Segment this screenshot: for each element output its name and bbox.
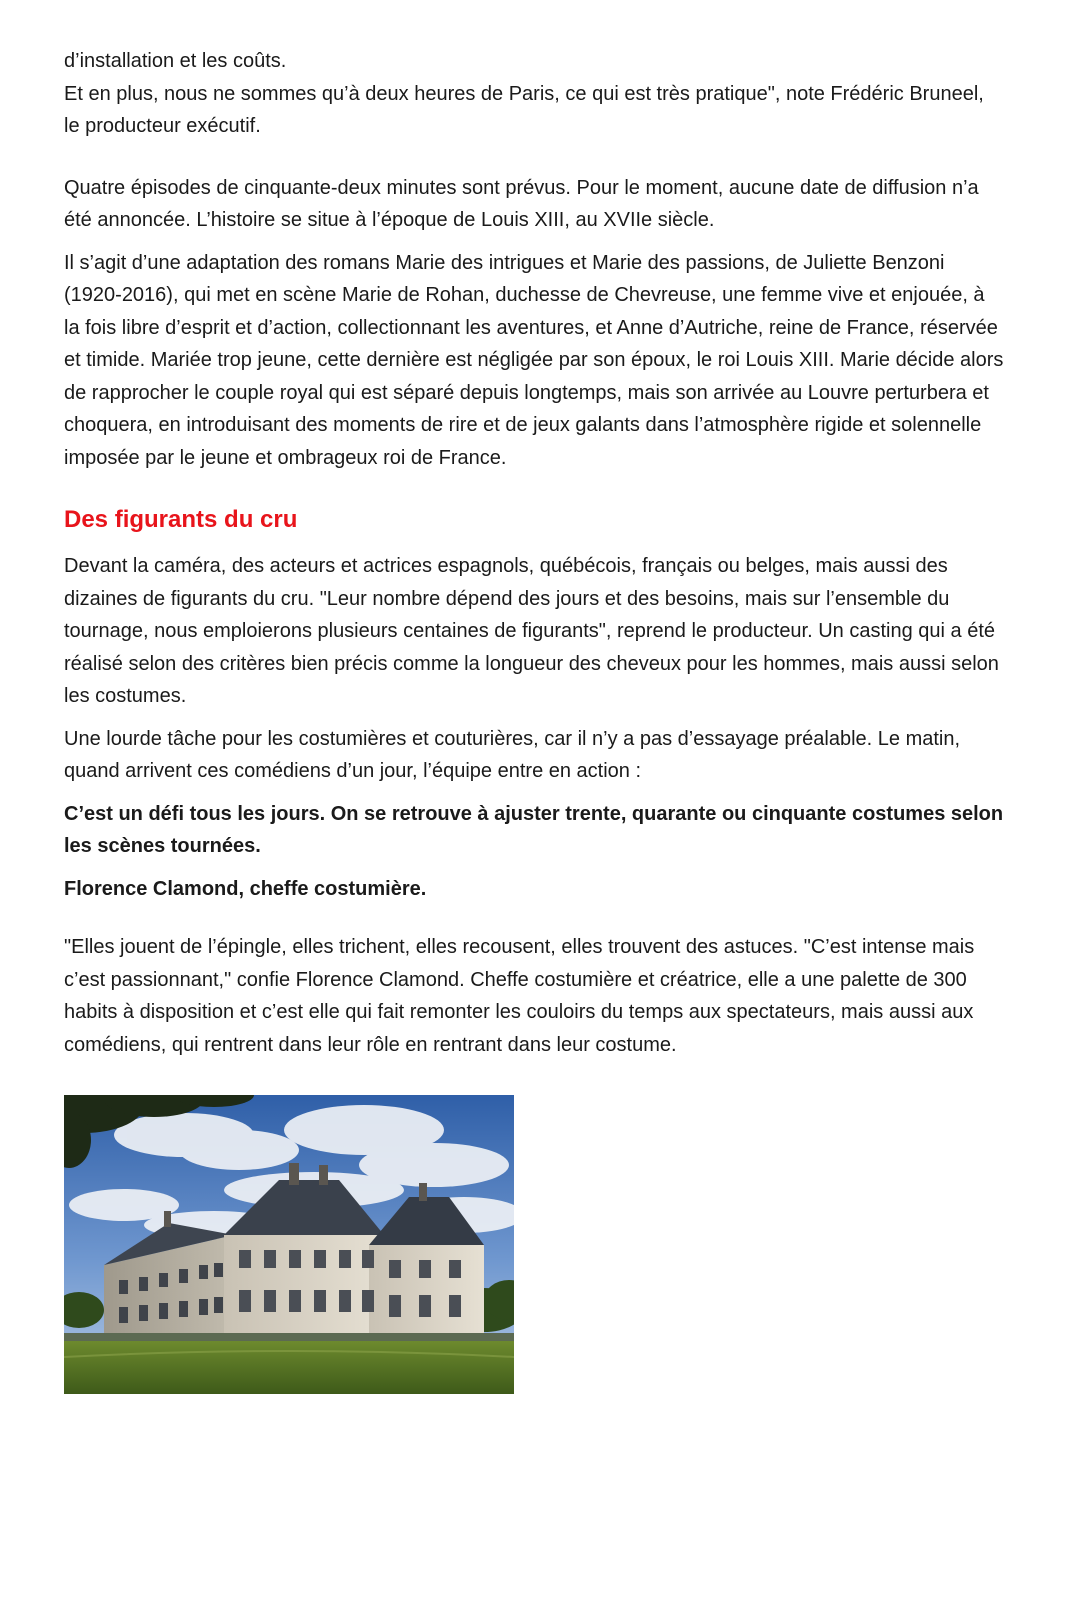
paragraph-episodes: Quatre épisodes de cinquante-deux minutes sont prévus. Pour le moment, aucune date de diffusion n’a été annoncée. L’histoire se situe à l’époque de Louis XIII, au XVIIe siècle. (64, 176, 979, 231)
chateau-photo (64, 1095, 514, 1394)
paragraph-intro-2: Et en plus, nous ne sommes qu’à deux heures de Paris, ce qui est très pratique", note Frédéric Bruneel, le producteur exécutif. (64, 82, 984, 137)
paragraph-adaptation: Il s’agit d’une adaptation des romans Marie des intrigues et Marie des passions, de Juliette Benzoni (1920-2016), qui met en scène Marie de Rohan, duchesse de Chevreuse, une femme vive et enjouée, à la fois libre d’esprit et d’action, collectionnant les aventures, et Anne d’Autriche, reine de France, réservée et timide. Mariée trop jeune, cette dernière est négligée par son époux, le roi Louis XIII. Marie décide alors de rapprocher le couple royal qui est séparé depuis longtemps, mais son arrivée au Louvre perturbera et choquera, en introduisant des moments de rire et de jeux galants dans l’atmosphère rigide et solennelle imposée par le jeune et ombrageux roi de France. (64, 251, 1004, 469)
quote-author: Florence Clamond, cheffe costumière. (64, 877, 427, 900)
paragraph-epingle: "Elles jouent de l’épingle, elles trichent, elles recousent, elles trouvent des astuces. "C’est intense mais c’est passionnant," confie Florence Clamond. Cheffe costumière et créatrice, elle a une palette de 300 habits à disposition et c’est elle qui fait remonter les couloirs du temps aux spectateurs, mais aussi aux comédiens, qui rentrent dans leur rôle en rentrant dans leur costume. (64, 936, 975, 1056)
chateau-illustration (64, 1095, 514, 1394)
paragraph-camera: Devant la caméra, des acteurs et actrices espagnols, québécois, français ou belges, mais aussi des dizaines de figurants du cru. "Leur nombre dépend des jours et des besoins, mais sur l’ensemble du tournage, nous emploierons plusieurs centaines de figurants", reprend le producteur. Un casting qui a été réalisé selon des critères bien précis comme la longueur des cheveux pour les hommes, mais aussi selon les costumes. (64, 555, 999, 707)
paragraph-costumieres: Une lourde tâche pour les costumières et couturières, car il n’y a pas d’essayage préalable. Le matin, quand arrivent ces comédiens d’un jour, l’équipe entre en action : (64, 727, 961, 782)
article-body (64, 45, 1004, 1394)
quote-text: C’est un défi tous les jours. On se retrouve à ajuster trente, quarante ou cinquante costumes selon les scènes tournées. (64, 802, 1004, 857)
paragraph-intro-1: d’installation et les coûts. (64, 50, 287, 72)
section-heading-figurants: Des figurants du cru (64, 506, 298, 533)
